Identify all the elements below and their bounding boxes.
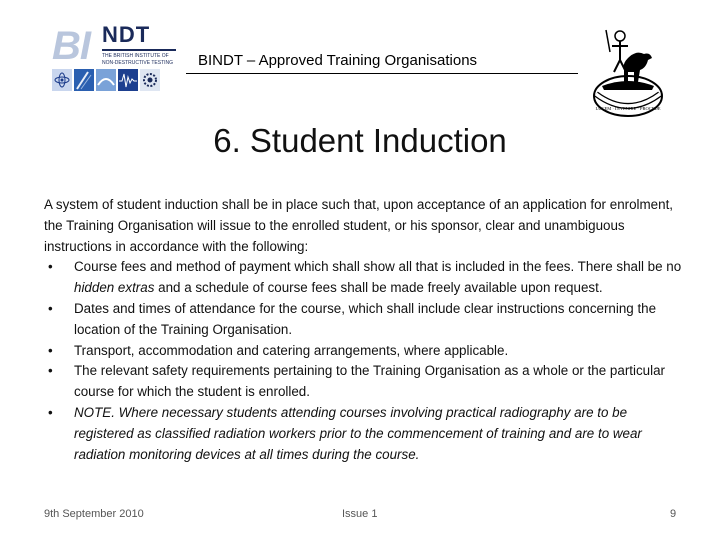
list-item-text: Dates and times of attendance for the course, which shall include clear instructions concerning the location of the Training Organisation.	[74, 300, 657, 337]
atom-tile-icon	[52, 69, 72, 91]
intro-paragraph: A system of student induction shall be in place such that, upon acceptance of an application for enrolment, the Training Organisation will issue to the enrolled student, or his sponsor, clear and unambiguous instructions in accordance with the following:	[44, 197, 674, 254]
probe-tile-icon	[74, 69, 94, 91]
bullet-icon: •	[48, 404, 53, 420]
gear-tile-icon	[140, 69, 160, 91]
logo-ndt: NDT	[102, 22, 151, 47]
footer-date: 9th September 2010	[44, 508, 144, 520]
list-item-text: and a schedule of course fees shall be made freely available upon request.	[154, 280, 603, 296]
weld-tile-icon	[96, 69, 116, 91]
list-item-safety	[44, 361, 684, 403]
list-item-emphasis: hidden extras	[74, 280, 155, 296]
list-item-text: NOTE. Where necessary students attending courses involving practical radiography are to be registered as classified radiation workers prior to the commencement of training and are to wear radiation monitoring devices at all times during the course.	[74, 404, 642, 462]
bullet-icon: •	[48, 259, 53, 275]
slide-title: 6. Student Induction	[213, 122, 507, 159]
logo-subtitle-line2: NON-DESTRUCTIVE TESTING	[102, 60, 174, 66]
slide-body	[44, 195, 684, 465]
list-item-dates	[44, 299, 684, 341]
list-item-text: Transport, accommodation and catering arrangements, where applicable.	[74, 342, 509, 358]
list-item-note	[44, 403, 684, 465]
waveform-tile-icon	[118, 69, 138, 91]
logo-image-tiles	[52, 69, 160, 91]
list-item-fees	[44, 257, 684, 299]
bindt-logo	[48, 18, 178, 98]
crest-motto: LUCEM · INVENIRE · PROCEDE	[595, 106, 661, 111]
list-item-text: The relevant safety requirements pertaining to the Training Organisation as a whole or the particular course for which the student is enrolled.	[74, 363, 665, 400]
logo-bi: BI	[52, 24, 90, 68]
list-item-text: Course fees and method of payment which shall show all that is included in the fees. There shall be no	[74, 259, 682, 275]
bullet-icon: •	[48, 363, 53, 379]
institute-crest-icon	[588, 24, 668, 120]
header-underline	[186, 73, 578, 74]
footer-page-number: 9	[670, 508, 677, 520]
footer-issue: Issue 1	[342, 508, 378, 520]
list-item-transport	[44, 341, 684, 362]
requirements-list	[44, 257, 684, 465]
bullet-icon: •	[48, 300, 53, 316]
logo-rule	[102, 49, 176, 51]
logo-subtitle-line1: THE BRITISH INSTITUTE OF	[102, 53, 169, 59]
bullet-icon: •	[48, 342, 53, 358]
header-title: BINDT – Approved Training Organisations	[198, 52, 478, 69]
